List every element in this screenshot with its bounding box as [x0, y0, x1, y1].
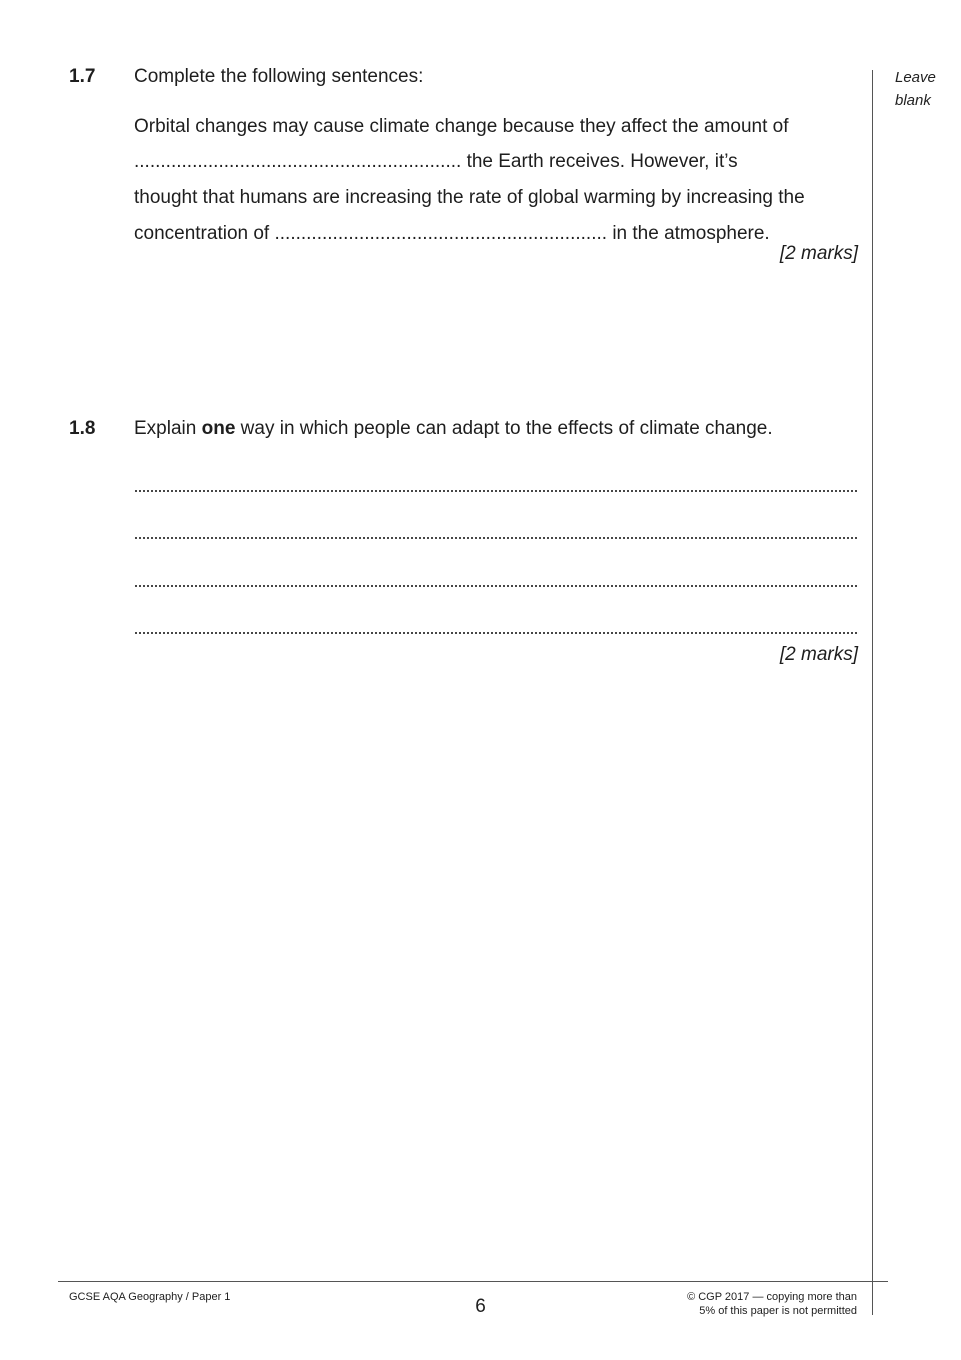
sentence-line-3: thought that humans are increasing the rate of global warming by increasing the: [134, 187, 805, 208]
answer-line[interactable]: [134, 627, 857, 639]
footer-paper-title: GCSE AQA Geography / Paper 1: [69, 1291, 231, 1303]
question-prompt: Complete the following sentences:: [134, 66, 424, 87]
copyright-line1: © CGP 2017 — copying more than: [687, 1291, 857, 1303]
answer-line[interactable]: [134, 485, 857, 497]
prompt-before: Explain: [134, 418, 202, 439]
sentence-line-1: Orbital changes may cause climate change because they affect the amount of: [134, 116, 789, 137]
answer-line[interactable]: [134, 532, 857, 544]
answer-line[interactable]: [134, 580, 857, 592]
margin-rule: [872, 70, 873, 1315]
leave-blank-label: [895, 66, 936, 112]
leave-blank-line1: Leave: [895, 69, 936, 86]
sentence-line-4[interactable]: concentration of ............................................................... in the atmosphere.: [134, 223, 770, 244]
marks-label: [2 marks]: [779, 644, 858, 665]
footer-rule: [58, 1281, 888, 1282]
page-number: 6: [475, 1296, 486, 1317]
copyright-line2: 5% of this paper is not permitted: [699, 1305, 857, 1317]
question-number: 1.8: [69, 418, 96, 439]
question-prompt: [134, 418, 773, 440]
footer-copyright: [687, 1290, 857, 1318]
prompt-after: way in which people can adapt to the effects of climate change.: [235, 418, 773, 439]
sentence-line-2[interactable]: .............................................................. the Earth receives. However, it’s: [134, 151, 738, 172]
question-number: 1.7: [69, 66, 96, 87]
prompt-bold: one: [201, 418, 236, 439]
leave-blank-line2: blank: [895, 92, 931, 109]
marks-label: [2 marks]: [779, 243, 858, 264]
